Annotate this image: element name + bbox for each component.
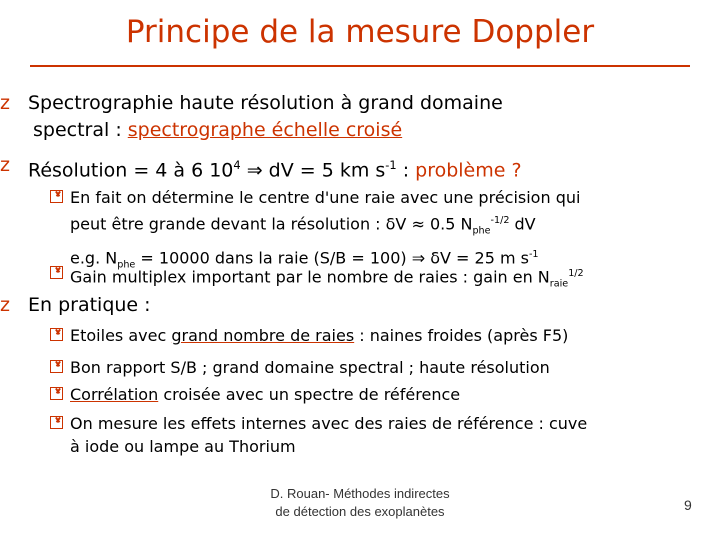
title-divider [30, 65, 690, 67]
text: Gain multiplex important par le nombre de raies : gain en N [70, 267, 550, 287]
text: peut être grande devant la résolution : δV ≈ 0.5 N [70, 214, 473, 234]
exponent: -1 [385, 158, 397, 172]
y-bullet-icon [50, 266, 63, 279]
y-bullet-icon [50, 328, 63, 341]
slide-footer [230, 485, 490, 521]
bullet-line [28, 117, 503, 144]
text: En pratique : [28, 294, 151, 316]
subscript: raie [549, 278, 569, 290]
y-bullet-icon [50, 360, 63, 373]
sub-bullet-etoiles [70, 324, 710, 347]
line: En fait on détermine le centre d'une raie avec une précision qui [70, 188, 581, 207]
y-bullet-icon [50, 387, 63, 400]
z-bullet-icon: z [0, 92, 10, 114]
line: On mesure les effets internes avec des raies de référence : cuve [70, 414, 588, 433]
superscript: -1 [528, 248, 539, 260]
superscript: 1/2 [568, 268, 584, 279]
text: croisée avec un spectre de référence [158, 385, 461, 404]
line: à iode ou lampe au Thorium [70, 437, 296, 456]
spectrographe-link: spectrographe échelle croisé [127, 119, 403, 141]
sub-bullet-rapport [70, 356, 710, 379]
footer-line: de détection des exoplanètes [275, 504, 445, 519]
probleme-text: problème ? [415, 159, 522, 182]
subscript: phe [472, 225, 491, 237]
slide-title: Principe de la mesure Doppler [125, 14, 595, 50]
text: e.g. N [70, 247, 118, 267]
text: Bon rapport S/B ; grand domaine spectral ; haute résolution [70, 358, 550, 377]
text: dV [509, 214, 536, 234]
text: spectral : [33, 119, 128, 141]
sub-bullet-correlation [70, 383, 710, 406]
text: Résolution = 4 à 6 10 [28, 159, 234, 182]
bullet-en-pratique [0, 292, 151, 319]
bullet-resolution [0, 152, 522, 184]
y-bullet-icon [50, 416, 63, 429]
sub-bullet-mesure [70, 412, 710, 458]
grand-nombre-link: grand nombre de raies [171, 326, 355, 345]
superscript: -1/2 [490, 215, 510, 226]
page-number: 9 [684, 497, 692, 513]
text: ⇒ dV = 5 km s [240, 159, 386, 182]
z-bullet-icon: z [0, 154, 10, 176]
exponent: 4 [233, 158, 241, 172]
correlation-link: Corrélation [70, 385, 159, 404]
y-bullet-icon [50, 190, 63, 203]
line [70, 209, 710, 243]
text: Etoiles avec [70, 326, 172, 345]
subscript: phe [117, 259, 136, 271]
bullet-line: Spectrographie haute résolution à grand domaine [28, 92, 503, 114]
bullet-spectrographie [0, 90, 503, 144]
z-bullet-icon: z [0, 294, 10, 316]
text: : naines froides (après F5) [354, 326, 569, 345]
text: : [396, 159, 416, 182]
footer-line: D. Rouan- Méthodes indirectes [270, 486, 450, 501]
text: = 10000 dans la raie (S/B = 100) ⇒ δV = 25 m s [135, 247, 529, 267]
sub-bullet-gain [70, 262, 710, 296]
